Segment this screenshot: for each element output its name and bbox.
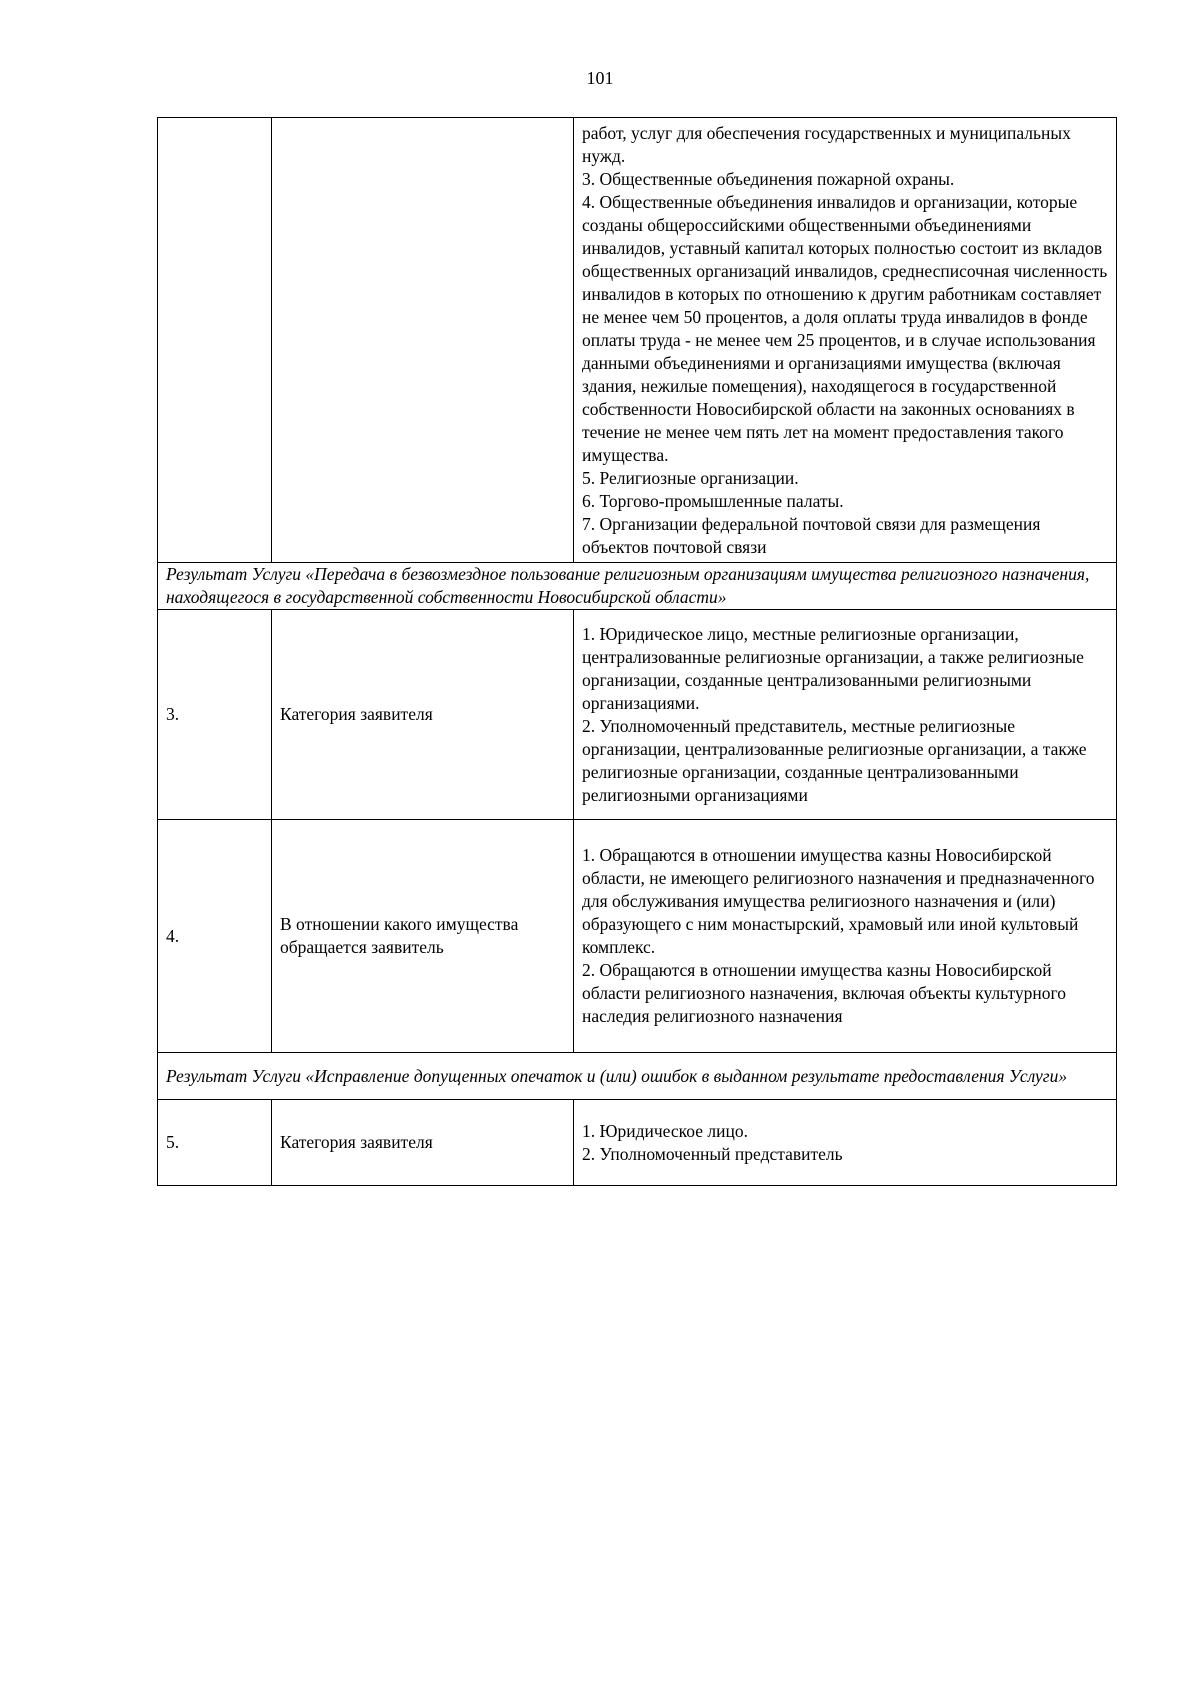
value-line: 3. Общественные объединения пожарной охраны. (582, 168, 955, 189)
value-line: 4. Общественные объединения инвалидов и организации, которые созданы общероссийскими общественными объединениями инвалидов, уставный капитал которых полностью состоит из вкладов общественных организаций инвалидов, среднесписочная численность инвалидов в которых по отношению к другим работникам составляет не менее чем 50 процентов, а доля оплаты труда инвалидов в фонде оплаты труда - не менее чем 25 процентов, и в случае использования данными объединениями и организациями имущества (включая здания, нежилые помещения), находящегося в государственной собственности Новосибирской области на законных основаниях в течение не менее чем пять лет на момент предоставления такого имущества. (582, 191, 1108, 465)
table-row (158, 118, 1117, 563)
value-line: 6. Торгово-промышленные палаты. (582, 490, 844, 511)
row-number-cell: 4. (158, 820, 272, 1053)
row-name-cell: Категория заявителя (272, 610, 574, 820)
value-line: 5. Религиозные организации. (582, 467, 799, 488)
row-number-cell (158, 118, 272, 563)
table-row (158, 820, 1117, 1053)
value-line: 2. Уполномоченный представитель, местные религиозные организации, централизованные религиозные организации, а также религиозные организации, созданные централизованными религиозными организациями (582, 715, 1087, 805)
value-line: 2. Обращаются в отношении имущества казны Новосибирской области религиозного назначения, включая объекты культурного наследия религиозного назначения (582, 960, 1067, 1026)
value-line: 1. Обращаются в отношении имущества казны Новосибирской области, не имеющего религиозного назначения и предназначенного для обслуживания имущества религиозного назначения и (или) образующего с ним монастырский, храмовый или иной культовый комплекс. (582, 845, 1095, 957)
value-line: 1. Юридическое лицо, местные религиозные организации, централизованные религиозные организации, а также религиозные организации, созданные централизованными религиозными организациями. (582, 623, 1084, 713)
section-header-row (158, 1053, 1117, 1100)
row-number-cell: 5. (158, 1100, 272, 1186)
row-name-cell: Категория заявителя (272, 1100, 574, 1186)
row-name-cell: В отношении какого имущества обращается заявитель (272, 820, 574, 1053)
section-header-row (158, 563, 1117, 610)
row-name-cell (272, 118, 574, 563)
page-number: 101 (586, 68, 614, 88)
value-line: 2. Уполномоченный представитель (582, 1143, 843, 1164)
row-value-cell (574, 118, 1117, 563)
row-value-cell (574, 610, 1117, 820)
service-table (157, 117, 1117, 1186)
section-title: Результат Услуги «Исправление допущенных опечаток и (или) ошибок в выданном результате предоставления Услуги» (158, 1053, 1117, 1100)
value-line: работ, услуг для обеспечения государственных и муниципальных нужд. (582, 122, 1071, 166)
row-number-cell: 3. (158, 610, 272, 820)
section-title: Результат Услуги «Передача в безвозмездное пользование религиозным организациям имущества религиозного назначения, находящегося в государственной собственности Новосибирской области» (158, 563, 1117, 610)
value-line: 7. Организации федеральной почтовой связи для размещения объектов почтовой связи (582, 513, 1041, 557)
table-row (158, 1100, 1117, 1186)
value-line: 1. Юридическое лицо. (582, 1120, 748, 1141)
table-row (158, 610, 1117, 820)
row-value-cell (574, 820, 1117, 1053)
row-value-cell (574, 1100, 1117, 1186)
